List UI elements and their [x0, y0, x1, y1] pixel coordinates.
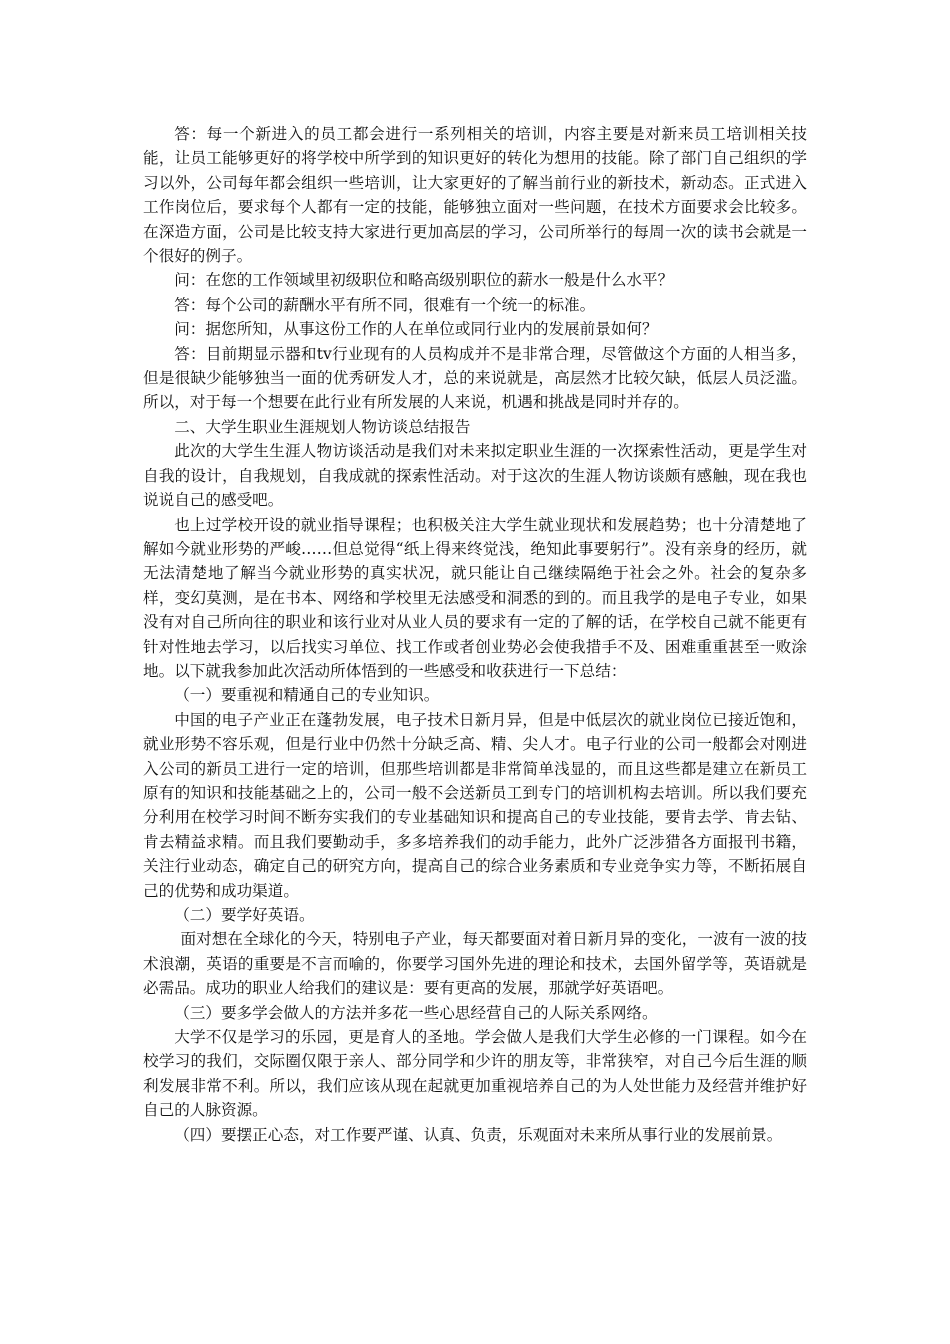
paragraph-question-salary: 问：在您的工作领域里初级职位和略高级别职位的薪水一般是什么水平？ [174, 271, 674, 290]
subheading-attitude: （四）要摆正心态，对工作要严谨、认真、负责，乐观面对未来所从事行业的发展前景。 [174, 1125, 783, 1144]
subheading-english: （二）要学好英语。 [174, 906, 315, 924]
paragraph-answer-prospects: 答：目前期显示器和tv行业现有的人员构成并不是非常合理，尽管做这个方面的人相当多，但是很缺少能够独当一面的优秀研发人才，总的来说就是，高层然才比较欠缺，低层人员泛滥。所以，对于每一个想要在此行业有所发展的人来说，机遇和挑战是同时并存的。 [143, 344, 807, 412]
paragraph-professional-knowledge: 中国的电子产业正在蓬勃发展，电子技术日新月异，但是中低层次的就业岗位已接近饱和，就业形势不容乐观，但是行业中仍然十分缺乏高、精、尖人才。电子行业的公司一般都会对刚进入公司的新员工进行一定的培训，但那些培训都是非常简单浅显的，而且这些都是建立在新员工原有的知识和技能基础之上的，公司一般不会送新员工到专门的培训机构去培训。所以我们要充分利用在校学习时间不断夯实我们的专业基础知识和提高自己的专业技能，要肯去学、肯去钻、肯去精益求精。而且我们要勤动手，多多培养我们的动手能力，此外广泛涉猎各方面报刊书籍，关注行业动态，确定自己的研究方向，提高自己的综合业务素质和专业竞争实力等，不断拓展自己的优势和成功渠道。 [143, 710, 807, 900]
subheading-professional-knowledge: （一）要重视和精通自己的专业知识。 [174, 686, 440, 705]
paragraph-answer-training: 答：每一个新进入的员工都会进行一系列相关的培训，内容主要是对新来员工培训相关技能，让员工能够更好的将学校中所学到的知识更好的转化为想用的技能。除了部门自己组织的学习以外，公司每年都会组织一些培训，让大家更好的了解当前行业的新技术，新动态。正式进入工作岗位后，要求每个人都有一定的技能，能够独立面对一些问题，在技术方面要求会比较多。在深造方面，公司是比较支持大家进行更加高层的学习，公司所举行的每周一次的读书会就是一个很好的例子。 [143, 125, 807, 266]
section-heading-summary: 二、大学生职业生涯规划人物访谈总结报告 [174, 417, 471, 436]
paragraph-interpersonal: 大学不仅是学习的乐园，更是育人的圣地。学会做人是我们大学生必修的一门课程。如今在校学习的我们，交际圈仅限于亲人、部分同学和少许的朋友等，非常狭窄，对自己今后生涯的顺利发展非常不利。所以，我们应该从现在起就更加重视培养自己的为人处世能力及经营并维护好自己的人脉资源。 [143, 1028, 807, 1120]
paragraph-answer-salary: 答：每个公司的薪酬水平有所不同，很难有一个统一的标准。 [174, 295, 596, 314]
paragraph-english: 面对想在全球化的今天，特别电子产业，每天都要面对着日新月异的变化，一波有一波的技术浪潮，英语的重要是不言而喻的，你要学习国外先进的理论和技术，去国外留学等，英语就是必需品。成功的职业人给我们的建议是：要有更高的发展，那就学好英语吧。 [143, 930, 807, 998]
paragraph-question-prospects: 问：据您所知，从事这份工作的人在单位或同行业内的发展前景如何？ [174, 320, 658, 339]
paragraph-reflection: 也上过学校开设的就业指导课程；也积极关注大学生就业现状和发展趋势；也十分清楚地了解如今就业形势的严峻……但总觉得“纸上得来终觉浅，绝知此事要躬行”。没有亲身的经历，就无法清楚地了解当今就业形势的真实状况，就只能让自己继续隔绝于社会之外。社会的复杂多样，变幻莫测，是在书本、网络和学校里无法感受和洞悉的到的。而且我学的是电子专业，如果没有对自己所向往的职业和该行业对从业人员的要求有一定的了解的话，在学校自己就不能更有针对性地去学习，以后找实习单位、找工作或者创业势必会使我措手不及、困难重重甚至一败涂地。以下就我参加此次活动所体悟到的一些感受和收获进行一下总结： [143, 515, 807, 680]
document-page [143, 122, 807, 1147]
paragraph-intro: 此次的大学生生涯人物访谈活动是我们对未来拟定职业生涯的一次探索性活动，更是学生对自我的设计，自我规划，自我成就的探索性活动。对于这次的生涯人物访谈颇有感触，现在我也说说自己的感受吧。 [143, 442, 807, 510]
subheading-interpersonal: （三）要多学会做人的方法并多花一些心思经营自己的人际关系网络。 [174, 1003, 658, 1022]
